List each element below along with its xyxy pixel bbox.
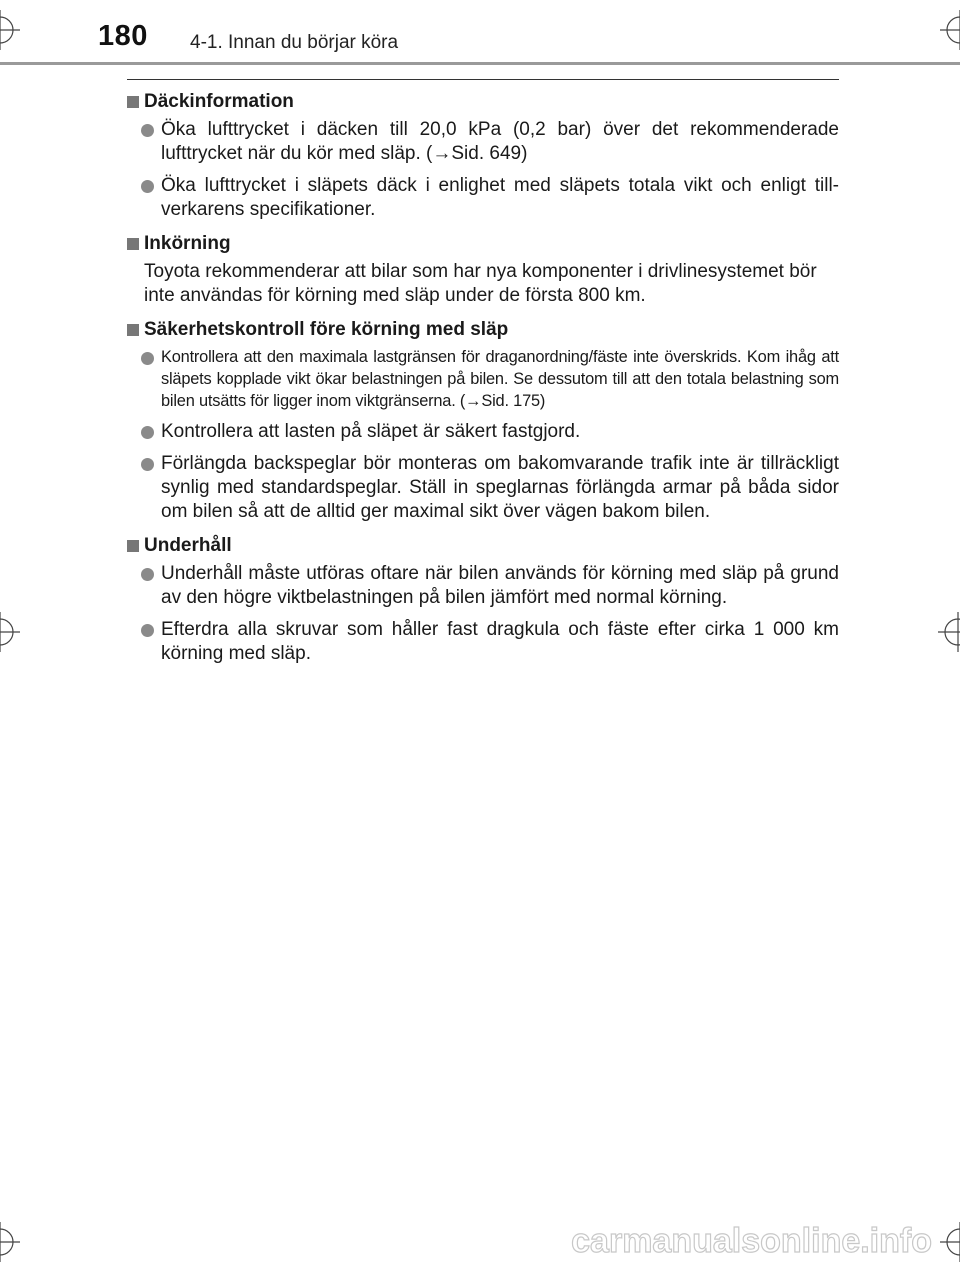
- section-inkorning: [127, 230, 839, 308]
- list-item: [127, 346, 839, 412]
- chapter-title: 4-1. Innan du börjar köra: [190, 32, 399, 53]
- list-item: [127, 452, 839, 524]
- registration-mark-icon: [940, 10, 960, 50]
- header-rule: [0, 62, 960, 65]
- section-title: Säkerhetskontroll före körning med släp: [144, 319, 509, 340]
- registration-mark-icon: [0, 10, 20, 50]
- round-bullet-icon: [141, 352, 154, 365]
- list-item: [127, 118, 839, 166]
- round-bullet-icon: [141, 624, 154, 637]
- list-item-text: Öka lufttrycket i däcken till 20,0 kPa (0,2 bar) över det rekommenderade lufttrycket när du kör med släp. (→Sid. 649): [161, 119, 839, 164]
- round-bullet-icon: [141, 124, 154, 137]
- content-rule: [127, 79, 839, 80]
- section-paragraph: Toyota rekommenderar att bilar som har nya komponenter i drivlinesystemet bör inte användas för körning med släp under de första 800 km.: [144, 261, 817, 306]
- section-underhall: [127, 532, 839, 666]
- section-heading: [127, 230, 839, 258]
- section-sakerhetskontroll: [127, 316, 839, 524]
- page-content: [127, 88, 839, 674]
- list-item-text: Efterdra alla skruvar som håller fast dragkula och fäste efter cirka 1 000 km körning med släp.: [161, 619, 839, 664]
- square-bullet-icon: [127, 540, 139, 552]
- list-item-text: Förlängda backspeglar bör monteras om bakomvarande trafik inte är tillräckligt synlig med standardspeglar. Ställ in speglarnas förlängda armar på båda sidor om bilen så att de alltid ger maximal sikt över vägen bakom bilen.: [161, 453, 839, 522]
- square-bullet-icon: [127, 324, 139, 336]
- watermark: [0, 1218, 960, 1266]
- list-item-text: Kontrollera att den maximala lastgränsen för draganordning/fäste inte överskrids. Kom ihåg att släpets kopplade vikt ökar belastningen på bilen. Se dessutom till att den totala belastning som bilen utsätts för ligger inom viktgränserna. (→Sid. 175): [161, 348, 839, 410]
- list-item-text: Öka lufttrycket i släpets däck i enlighet med släpets totala vikt och enligt tillverkarens specifikationer.: [161, 175, 839, 220]
- round-bullet-icon: [141, 180, 154, 193]
- round-bullet-icon: [141, 426, 154, 439]
- square-bullet-icon: [127, 238, 139, 250]
- section-heading: [127, 532, 839, 560]
- list-item: [127, 174, 839, 222]
- list-item-text: Kontrollera att lasten på släpet är säkert fastgjord.: [161, 421, 581, 442]
- section-dackinformation: [127, 88, 839, 222]
- page-number: 180: [98, 20, 148, 52]
- list-item: [127, 562, 839, 610]
- watermark-text: carmanualsonline.info: [571, 1222, 932, 1260]
- round-bullet-icon: [141, 458, 154, 471]
- section-title: Däckinformation: [144, 91, 294, 112]
- list-item: [127, 420, 839, 444]
- section-heading: [127, 316, 839, 344]
- list-item: [127, 618, 839, 666]
- round-bullet-icon: [141, 568, 154, 581]
- section-title: Underhåll: [144, 535, 232, 556]
- section-title: Inkörning: [144, 233, 231, 254]
- registration-mark-icon: [0, 612, 20, 652]
- registration-mark-icon: [938, 612, 960, 652]
- list-item-text: Underhåll måste utföras oftare när bilen används för körning med släp på grund av den högre viktbelastningen på bilen jämfört med normal körning.: [161, 563, 839, 608]
- square-bullet-icon: [127, 96, 139, 108]
- section-heading: [127, 88, 839, 116]
